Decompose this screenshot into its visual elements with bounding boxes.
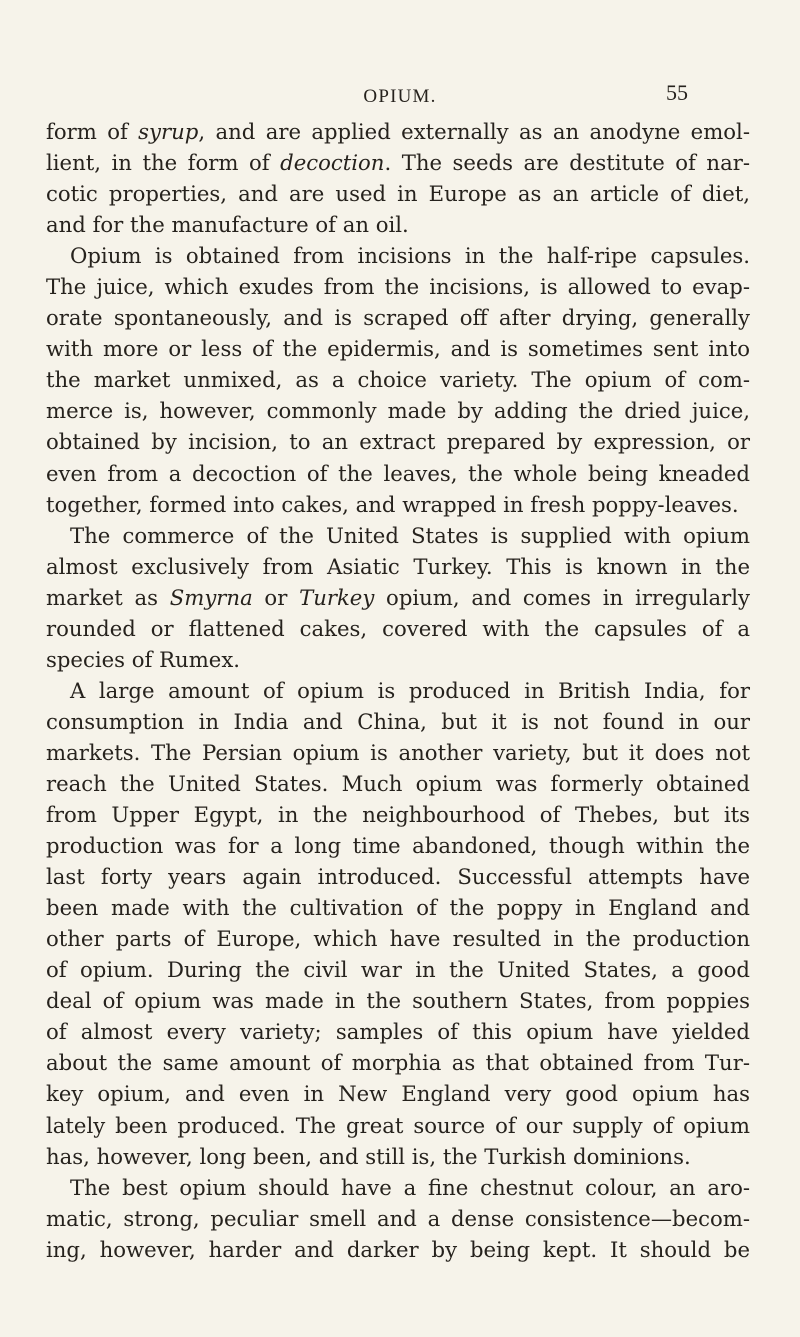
text-line xyxy=(46,923,750,954)
text-segment: other parts of Europe, which have resulted in the production xyxy=(46,926,750,952)
text-segment: of opium. During the civil war in the United States, a good xyxy=(46,957,750,983)
text-line xyxy=(46,209,750,240)
text-line xyxy=(46,551,750,582)
text-segment: production was for a long time abandoned, though within the xyxy=(46,833,750,859)
text-segment: , and are applied externally as an anodyne emol- xyxy=(198,119,750,144)
text-line xyxy=(46,1141,750,1172)
text-line xyxy=(46,1203,750,1234)
text-segment: has, however, long been, and still is, the Turkish dominions. xyxy=(46,1143,691,1169)
text-line xyxy=(46,271,750,302)
text-line xyxy=(46,1016,750,1047)
text-segment: from Upper Egypt, in the neighbourhood of Thebes, but its xyxy=(46,802,750,828)
text-line xyxy=(46,613,750,644)
text-segment: Opium is obtained from incisions in the half-ripe capsules. xyxy=(70,243,750,269)
text-line xyxy=(46,1172,750,1203)
text-line xyxy=(46,147,750,178)
text-line xyxy=(46,364,750,395)
text-segment: . The seeds are destitute of nar- xyxy=(384,150,750,176)
text-segment: merce is, however, commonly made by adding the dried juice, xyxy=(46,398,750,424)
text-segment: The commerce of the United States is supplied with opium xyxy=(70,522,750,548)
text-segment: deal of opium was made in the southern States, from poppies xyxy=(46,988,750,1014)
text-line xyxy=(46,1110,750,1141)
text-segment: been made with the cultivation of the poppy in England and xyxy=(46,895,750,921)
text-segment: lately been produced. The great source of our supply of opium xyxy=(46,1112,750,1138)
text-line xyxy=(46,861,750,892)
text-line xyxy=(46,395,750,426)
text-line xyxy=(46,116,750,147)
text-segment: about the same amount of morphia as that obtained from Tur- xyxy=(46,1050,750,1076)
text-segment: lient, in the form of xyxy=(46,150,281,176)
text-segment: even from a decoction of the leaves, the whole being kneaded xyxy=(46,460,750,486)
text-line xyxy=(46,582,750,613)
text-line xyxy=(46,706,750,737)
text-line xyxy=(46,333,750,364)
text-line xyxy=(46,178,750,209)
italic-term: Turkey xyxy=(299,584,375,610)
text-segment: orate spontaneously, and is scraped off after drying, generally xyxy=(46,305,750,331)
text-line xyxy=(46,426,750,457)
text-line xyxy=(46,520,750,551)
text-segment: A large amount of opium is produced in British India, for xyxy=(70,677,750,703)
text-segment: market as xyxy=(46,584,170,610)
text-line xyxy=(46,675,750,706)
text-segment: species of Rumex. xyxy=(46,646,241,672)
text-line xyxy=(46,302,750,333)
text-line xyxy=(46,458,750,489)
text-line xyxy=(46,768,750,799)
text-segment: form of xyxy=(46,119,139,144)
text-line xyxy=(46,644,750,675)
italic-term: decoction xyxy=(280,150,385,176)
text-segment: the market unmixed, as a choice variety. The opium of com- xyxy=(46,367,750,393)
text-segment: key opium, and even in New England very good opium has xyxy=(46,1081,750,1107)
text-segment: obtained by incision, to an extract prepared by expression, or xyxy=(46,429,750,455)
text-segment: and for the manufacture of an oil. xyxy=(46,212,409,238)
text-segment: markets. The Persian opium is another variety, but it does not xyxy=(46,739,750,765)
text-segment: with more or less of the epidermis, and is sometimes sent into xyxy=(46,336,750,362)
text-segment: last forty years again introduced. Successful attempts have xyxy=(46,864,750,890)
text-line xyxy=(46,1047,750,1078)
text-segment: reach the United States. Much opium was formerly obtained xyxy=(46,770,750,796)
text-segment: of almost every variety; samples of this opium have yielded xyxy=(46,1019,750,1045)
text-line xyxy=(46,1078,750,1109)
text-segment: The best opium should have a fine chestnut colour, an aro- xyxy=(70,1174,750,1200)
text-line xyxy=(46,799,750,830)
text-line xyxy=(46,892,750,923)
running-head xyxy=(0,80,800,110)
text-segment: The juice, which exudes from the incisions, is allowed to evap- xyxy=(46,274,750,300)
text-segment: opium, and comes in irregularly xyxy=(374,584,751,610)
body-text xyxy=(46,116,750,1265)
text-line xyxy=(46,489,750,520)
italic-term: syrup xyxy=(138,119,199,144)
text-segment: ing, however, harder and darker by being kept. It should be xyxy=(46,1236,750,1262)
text-segment: rounded or flattened cakes, covered with the capsules of a xyxy=(46,615,750,641)
text-line xyxy=(46,830,750,861)
text-line xyxy=(46,985,750,1016)
text-line xyxy=(46,1234,750,1265)
text-line xyxy=(46,954,750,985)
italic-term: Smyrna xyxy=(169,584,253,610)
text-segment: cotic properties, and are used in Europe as an article of diet, xyxy=(46,181,750,207)
page-number: 55 xyxy=(666,80,688,105)
text-line xyxy=(46,240,750,271)
text-line xyxy=(46,737,750,768)
text-segment: almost exclusively from Asiatic Turkey. This is known in the xyxy=(46,553,750,579)
text-segment: or xyxy=(252,584,300,610)
running-title: OPIUM. xyxy=(363,86,437,107)
text-segment: consumption in India and China, but it is not found in our xyxy=(46,708,750,734)
text-segment: matic, strong, peculiar smell and a dense consistence—becom- xyxy=(46,1205,750,1231)
text-segment: together, formed into cakes, and wrapped in fresh poppy-leaves. xyxy=(46,491,739,517)
